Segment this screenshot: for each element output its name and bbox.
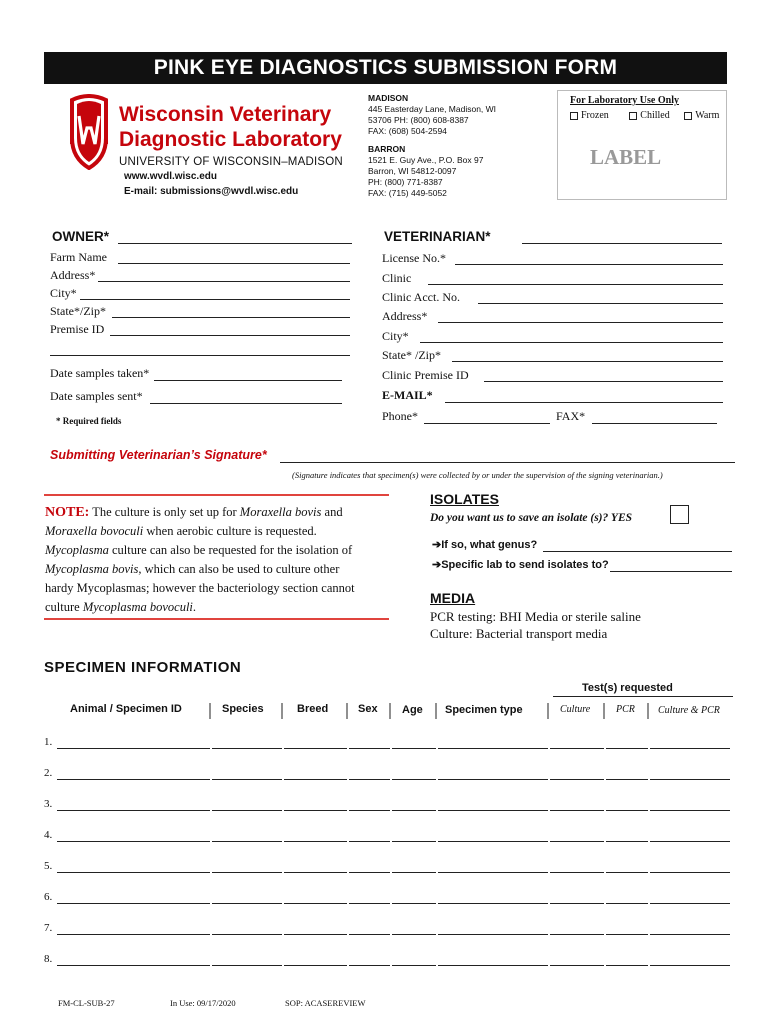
- specimen-cell-field[interactable]: [57, 903, 210, 904]
- specimen-cell-field[interactable]: [606, 903, 648, 904]
- form-code: FM-CL-SUB-27: [58, 998, 115, 1008]
- specimen-heading: SPECIMEN INFORMATION: [44, 659, 242, 676]
- specimen-cell-field[interactable]: [438, 872, 548, 873]
- specimen-cell-field[interactable]: [550, 841, 604, 842]
- vet-heading: VETERINARIAN*: [384, 229, 491, 244]
- col-sex: Sex: [358, 703, 378, 715]
- specimen-cell-field[interactable]: [438, 779, 548, 780]
- note-text: Mycoplasma bovoculi: [82, 600, 193, 614]
- specimen-cell-field[interactable]: [392, 872, 436, 873]
- owner-address-label: Address*: [50, 268, 96, 282]
- specimen-cell-field[interactable]: [392, 779, 436, 780]
- specimen-cell-field[interactable]: [438, 810, 548, 811]
- row-number: 2.: [44, 767, 53, 779]
- specimen-cell-field[interactable]: [349, 903, 390, 904]
- date-taken-label: Date samples taken*: [50, 366, 150, 380]
- logo-line1: Wisconsin Veterinary: [119, 103, 332, 126]
- vet-email-label: E-MAIL*: [382, 388, 433, 402]
- specimen-cell-field[interactable]: [550, 965, 604, 966]
- note-text: .: [192, 600, 197, 614]
- col-specimen-type: Specimen type: [445, 704, 523, 716]
- in-use-date: In Use: 09/17/2020: [170, 998, 236, 1008]
- owner-heading: OWNER*: [52, 229, 109, 244]
- col-age: Age: [402, 704, 423, 716]
- clinic-label: Clinic: [382, 271, 412, 285]
- warm-label: Warm: [695, 110, 720, 121]
- specimen-cell-field[interactable]: [349, 965, 390, 966]
- lab-use-title: For Laboratory Use Only: [570, 95, 679, 106]
- specimen-cell-field[interactable]: [438, 965, 548, 966]
- signature-note: (Signature indicates that specimen(s) were collected by or under the supervision of the signing veterinarian.): [292, 470, 663, 480]
- row-number: 1.: [44, 736, 53, 748]
- specimen-cell-field[interactable]: [392, 903, 436, 904]
- row-number: 3.: [44, 798, 53, 810]
- barron-addr1: 1521 E. Guy Ave., P.O. Box 97: [368, 155, 484, 165]
- specimen-cell-field[interactable]: [212, 965, 282, 966]
- specimen-cell-field[interactable]: [212, 748, 282, 749]
- specimen-cell-field[interactable]: [550, 748, 604, 749]
- owner-state-label: State*/Zip*: [50, 304, 106, 318]
- barron-fax: FAX: (715) 449-5052: [368, 188, 447, 198]
- row-number: 7.: [44, 922, 53, 934]
- specimen-cell-field[interactable]: [349, 779, 390, 780]
- col-species: Species: [222, 703, 264, 715]
- madison-addr2: 53706 PH: (800) 608-8387: [368, 115, 469, 125]
- sop-reference: SOP: ACASEREVIEW: [285, 998, 366, 1008]
- col-pcr: PCR: [616, 704, 635, 715]
- note-text: culture: [45, 600, 83, 614]
- tests-requested-label: Test(s) requested: [582, 682, 673, 694]
- clinic-premise-label: Clinic Premise ID: [382, 368, 469, 382]
- specimen-cell-field[interactable]: [392, 810, 436, 811]
- specimen-cell-field[interactable]: [212, 779, 282, 780]
- specimen-cell-field[interactable]: [57, 748, 210, 749]
- note-text: and: [321, 505, 343, 519]
- specimen-cell-field[interactable]: [550, 779, 604, 780]
- specimen-cell-field[interactable]: [212, 841, 282, 842]
- note-label: NOTE:: [45, 505, 90, 520]
- clinic-acct-label: Clinic Acct. No.: [382, 290, 460, 304]
- specimen-cell-field[interactable]: [438, 903, 548, 904]
- col-animal-id: Animal / Specimen ID: [70, 703, 182, 715]
- note-text: hardy Mycoplasmas; however the bacteriology section cannot: [45, 581, 355, 595]
- logo-line3: UNIVERSITY OF WISCONSIN–MADISON: [119, 156, 343, 168]
- chilled-label: Chilled: [640, 110, 670, 121]
- specimen-cell-field[interactable]: [57, 779, 210, 780]
- row-number: 4.: [44, 829, 53, 841]
- farm-name-label: Farm Name: [50, 250, 107, 264]
- specimen-cell-field[interactable]: [650, 779, 730, 780]
- madison-fax: FAX: (608) 504-2594: [368, 126, 447, 136]
- specimen-cell-field[interactable]: [349, 841, 390, 842]
- date-sent-label: Date samples sent*: [50, 389, 143, 403]
- media-culture: Culture: Bacterial transport media: [430, 626, 608, 641]
- col-culture: Culture: [560, 704, 591, 715]
- col-culture-pcr: Culture & PCR: [658, 705, 720, 716]
- specimen-cell-field[interactable]: [392, 934, 436, 935]
- specimen-cell-field[interactable]: [550, 903, 604, 904]
- note-text: when aerobic culture is requested.: [143, 524, 317, 538]
- specimen-cell-field[interactable]: [438, 841, 548, 842]
- specimen-cell-field[interactable]: [349, 810, 390, 811]
- license-label: License No.*: [382, 251, 446, 265]
- barron-heading: BARRON: [368, 144, 406, 154]
- note-text: Mycoplasma bovis: [45, 562, 139, 576]
- media-pcr: PCR testing: BHI Media or sterile saline: [430, 609, 641, 624]
- vet-fax-label: FAX*: [556, 409, 586, 423]
- note-text: Moraxella bovis: [239, 505, 322, 519]
- specimen-cell-field[interactable]: [57, 872, 210, 873]
- vet-address-label: Address*: [382, 309, 428, 323]
- note-text: , which can also be used to culture other: [138, 562, 340, 576]
- logo-line2: Diagnostic Laboratory: [119, 128, 342, 151]
- specimen-cell-field[interactable]: [284, 748, 347, 749]
- specimen-cell-field[interactable]: [606, 810, 648, 811]
- col-breed: Breed: [297, 703, 329, 715]
- note-text: Mycoplasma: [45, 543, 109, 557]
- row-number: 8.: [44, 953, 53, 965]
- specimen-cell-field[interactable]: [392, 841, 436, 842]
- specimen-cell-field[interactable]: [284, 903, 347, 904]
- specimen-cell-field[interactable]: [57, 934, 210, 935]
- specimen-cell-field[interactable]: [284, 810, 347, 811]
- note-text: culture can also be requested for the isolation of: [108, 543, 353, 557]
- send-lab-label: ➔Specific lab to send isolates to?: [432, 559, 609, 571]
- row-number: 5.: [44, 860, 53, 872]
- specimen-cell-field[interactable]: [212, 903, 282, 904]
- specimen-cell-field[interactable]: [284, 934, 347, 935]
- note-text: The culture is only set up for: [92, 505, 240, 519]
- premise-id-label: Premise ID: [50, 322, 105, 336]
- specimen-cell-field[interactable]: [650, 903, 730, 904]
- madison-addr1: 445 Easterday Lane, Madison, WI: [368, 104, 497, 114]
- vet-city-label: City*: [382, 329, 409, 343]
- specimen-cell-field[interactable]: [550, 872, 604, 873]
- specimen-cell-field[interactable]: [438, 748, 548, 749]
- barron-addr2: Barron, WI 54812-0097: [368, 166, 457, 176]
- specimen-cell-field[interactable]: [650, 872, 730, 873]
- barron-ph: PH: (800) 771-8387: [368, 177, 443, 187]
- specimen-cell-field[interactable]: [57, 810, 210, 811]
- specimen-cell-field[interactable]: [606, 872, 648, 873]
- email-address: E-mail: submissions@wvdl.wisc.edu: [124, 186, 299, 197]
- specimen-cell-field[interactable]: [392, 748, 436, 749]
- madison-heading: MADISON: [368, 93, 409, 103]
- specimen-cell-field[interactable]: [650, 810, 730, 811]
- isolates-question: Do you want us to save an isolate (s)? YES: [430, 512, 633, 524]
- specimen-cell-field[interactable]: [284, 965, 347, 966]
- specimen-cell-field[interactable]: [284, 872, 347, 873]
- vet-phone-label: Phone*: [382, 409, 418, 423]
- owner-city-label: City*: [50, 286, 77, 300]
- specimen-cell-field[interactable]: [606, 841, 648, 842]
- specimen-cell-field[interactable]: [606, 934, 648, 935]
- specimen-cell-field[interactable]: [438, 934, 548, 935]
- label-placeholder: LABEL: [590, 145, 662, 169]
- specimen-cell-field[interactable]: [349, 872, 390, 873]
- isolates-heading: ISOLATES: [430, 491, 499, 507]
- specimen-cell-field[interactable]: [550, 810, 604, 811]
- frozen-label: Frozen: [581, 110, 609, 121]
- row-number: 6.: [44, 891, 53, 903]
- genus-label: ➔If so, what genus?: [432, 539, 538, 551]
- specimen-cell-field[interactable]: [606, 748, 648, 749]
- specimen-cell-field[interactable]: [349, 934, 390, 935]
- specimen-cell-field[interactable]: [284, 779, 347, 780]
- vet-state-label: State* /Zip*: [382, 348, 441, 362]
- specimen-cell-field[interactable]: [57, 841, 210, 842]
- specimen-cell-field[interactable]: [606, 779, 648, 780]
- specimen-cell-field[interactable]: [650, 841, 730, 842]
- note-text: Moraxella bovoculi: [45, 524, 144, 538]
- media-heading: MEDIA: [430, 590, 476, 606]
- specimen-cell-field[interactable]: [57, 965, 210, 966]
- specimen-cell-field[interactable]: [606, 965, 648, 966]
- specimen-cell-field[interactable]: [392, 965, 436, 966]
- signature-label: Submitting Veterinarian’s Signature*: [50, 448, 267, 462]
- specimen-cell-field[interactable]: [212, 810, 282, 811]
- specimen-cell-field[interactable]: [284, 841, 347, 842]
- specimen-cell-field[interactable]: [650, 748, 730, 749]
- website: www.wvdl.wisc.edu: [124, 171, 217, 182]
- form-title: PINK EYE DIAGNOSTICS SUBMISSION FORM: [44, 52, 727, 84]
- specimen-cell-field[interactable]: [650, 934, 730, 935]
- specimen-cell-field[interactable]: [650, 965, 730, 966]
- specimen-cell-field[interactable]: [212, 872, 282, 873]
- specimen-cell-field[interactable]: [550, 934, 604, 935]
- required-note: * Required fields: [56, 416, 122, 426]
- specimen-cell-field[interactable]: [349, 748, 390, 749]
- specimen-cell-field[interactable]: [212, 934, 282, 935]
